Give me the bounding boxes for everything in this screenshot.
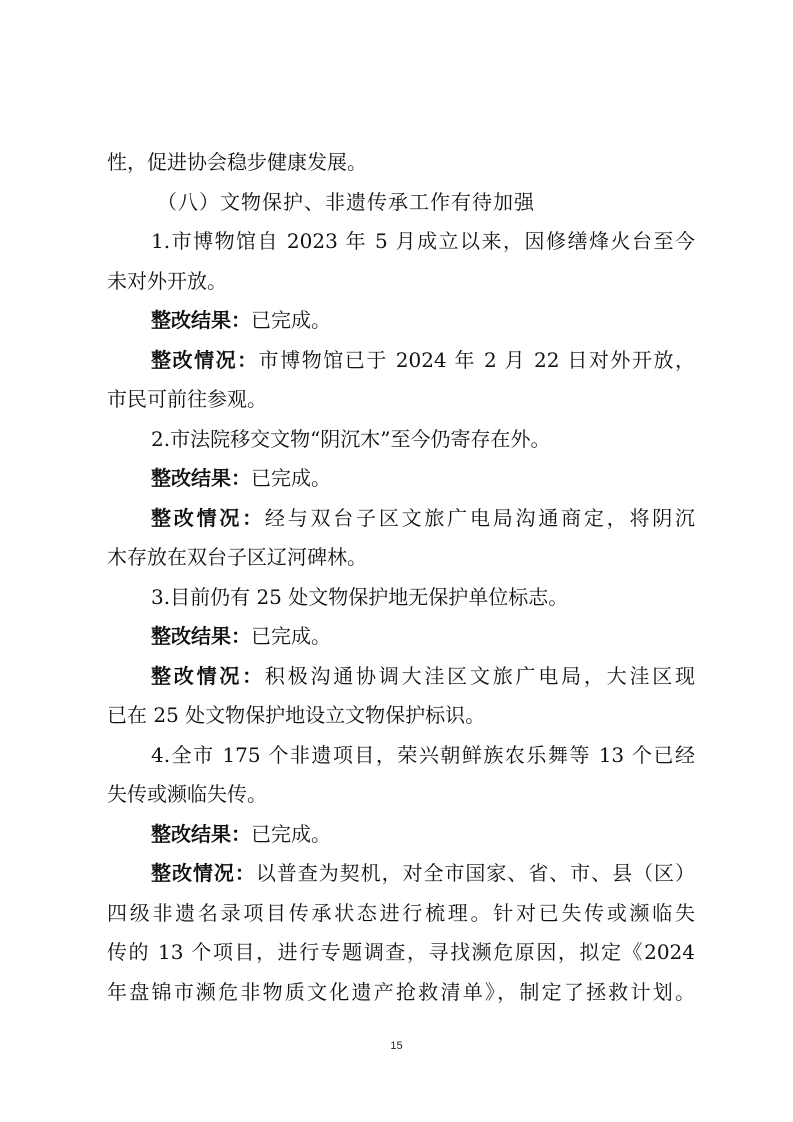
text-line: 四级非遗名录项目传承状态进行梳理。针对已失传或濒临失: [107, 900, 695, 925]
situation-label: 整改情况：: [151, 505, 265, 530]
result-value: 已完成。: [251, 821, 331, 846]
situation-line: [107, 657, 695, 697]
situation-text: 积极沟通协调大洼区文旅广电局，大洼区现: [264, 663, 695, 688]
situation-text: 市博物馆已于 2024 年 2 月 22 日对外开放，: [258, 347, 695, 372]
text-line: 失传或濒临失传。: [107, 782, 267, 806]
result-value: 已完成。: [251, 308, 331, 332]
text-line: 性，促进协会稳步健康发展。: [107, 150, 367, 174]
result-label: 整改结果：: [151, 308, 251, 332]
text-line: 传的 13 个项目，进行专题调查，寻找濒危原因，拟定《2024: [107, 940, 695, 964]
situation-text: 经与双台子区文旅广电局沟通商定，将阴沉: [264, 505, 695, 530]
result-value: 已完成。: [251, 624, 331, 648]
result-line: [107, 301, 695, 341]
item-2-text: 2.市法院移交文物“阴沉木”至今仍寄存在外。: [151, 426, 551, 451]
text-line: 市民可前往参观。: [107, 387, 267, 411]
item-3-text: 3.目前仍有 25 处文物保护地无保护单位标志。: [151, 584, 569, 609]
situation-label: 整改情况：: [151, 347, 259, 372]
page-number: 15: [390, 1040, 403, 1052]
situation-label: 整改情况：: [151, 861, 256, 885]
result-label: 整改结果：: [151, 624, 251, 648]
result-line: [107, 815, 695, 855]
body-text: [107, 143, 695, 1012]
result-label: 整改结果：: [151, 821, 251, 846]
situation-line: [107, 499, 695, 539]
result-value: 已完成。: [251, 466, 331, 490]
result-line: [107, 459, 695, 499]
text-line: 已在 25 处文物保护地设立文物保护标识。: [107, 703, 486, 727]
text-line: 年盘锦市濒危非物质文化遗产抢救清单》，制定了拯救计划。: [107, 979, 695, 1004]
item-1-text: 1.市博物馆自 2023 年 5 月成立以来，因修缮烽火台至今: [151, 229, 695, 253]
item-4-text: 4.全市 175 个非遗项目，荣兴朝鲜族农乐舞等 13 个已经: [151, 742, 695, 767]
text-line: 未对外开放。: [107, 268, 227, 293]
section-heading: （八）文物保护、非遗传承工作有待加强: [157, 189, 535, 214]
situation-label: 整改情况：: [151, 663, 265, 688]
situation-text: 以普查为契机，对全市国家、省、市、县（区）: [255, 861, 695, 885]
text-line: 木存放在双台子区辽河碑林。: [107, 545, 367, 569]
result-line: [107, 617, 695, 657]
situation-line: [107, 854, 695, 894]
result-label: 整改结果：: [151, 466, 251, 490]
situation-line: [107, 341, 695, 381]
